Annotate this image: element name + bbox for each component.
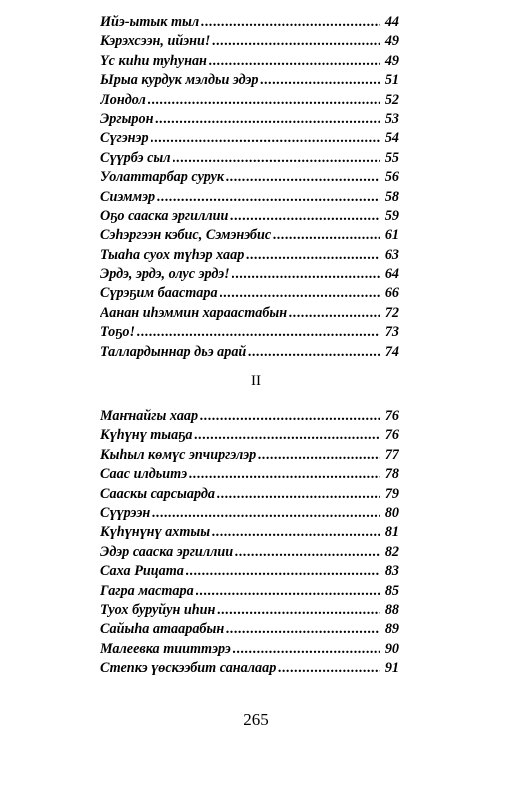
toc-entry-title: Сааскы сарсыарда xyxy=(100,485,216,502)
dot-leader xyxy=(248,343,380,362)
toc-entry xyxy=(100,129,399,148)
page-number: 265 xyxy=(243,710,269,729)
toc-entry xyxy=(100,562,399,581)
toc-entry xyxy=(100,407,399,426)
dot-leader xyxy=(278,659,380,678)
toc-entry-title: Ийэ-ытык тыл xyxy=(100,14,200,30)
toc-entry-title: Аанан иһэммин хараастабын xyxy=(100,304,288,321)
toc-entry xyxy=(100,343,399,362)
toc-entry-page: 52 xyxy=(384,91,399,108)
toc-entry xyxy=(100,523,399,542)
toc-entry xyxy=(100,13,399,32)
dot-leader xyxy=(196,582,380,601)
toc-entry-title: Сүрэҕим баастара xyxy=(100,285,218,302)
toc-entry-title: Күһүнү тыаҕа xyxy=(100,427,193,444)
dot-leader xyxy=(209,52,380,71)
toc-entry-page: 82 xyxy=(384,543,399,560)
toc-entry-title: Тыаһа суох түһэр хаар xyxy=(100,246,245,263)
toc-entry-title: Степкэ үөскээбит саналаар xyxy=(100,660,277,677)
toc-entry-page: 74 xyxy=(384,343,399,360)
toc-entry-title: Саха Рицата xyxy=(100,563,184,580)
dot-leader xyxy=(289,304,380,323)
dot-leader xyxy=(152,504,380,523)
toc-entry-title: Эрдэ, эрдэ, олус эрдэ! xyxy=(100,266,230,283)
toc-entry xyxy=(100,226,399,245)
toc-entry-title: Оҕо сааска эргиллии xyxy=(100,207,229,224)
toc-entry xyxy=(100,52,399,71)
table-of-contents-part-2 xyxy=(100,407,399,678)
toc-entry xyxy=(100,601,399,620)
toc-entry-title: Үс киһи туһунан xyxy=(100,52,207,69)
toc-entry-title: Туох буруйун иһин xyxy=(100,601,216,618)
toc-entry-page: 76 xyxy=(384,408,399,424)
toc-entry xyxy=(100,659,399,678)
toc-entry xyxy=(100,426,399,445)
toc-entry-title: Кыһыл көмүс эпчиргэлэр xyxy=(100,446,257,463)
toc-entry-title: Малеевка тииттэрэ xyxy=(100,640,231,657)
toc-entry-title: Сүүрбэ сыл xyxy=(100,149,171,166)
dot-leader xyxy=(246,246,380,265)
dot-leader xyxy=(220,284,380,303)
dot-leader xyxy=(226,620,380,639)
toc-entry xyxy=(100,246,399,265)
toc-entry-title: Сүгэнэр xyxy=(100,130,149,147)
toc-entry-title: Маҥнайгы хаар xyxy=(100,408,199,424)
dot-leader xyxy=(201,13,380,32)
toc-entry-title: Саас илдьитэ xyxy=(100,466,188,483)
dot-leader xyxy=(212,523,380,542)
dot-leader xyxy=(258,446,380,465)
toc-entry xyxy=(100,465,399,484)
dot-leader xyxy=(226,168,380,187)
dot-leader xyxy=(148,91,380,110)
toc-entry xyxy=(100,91,399,110)
dot-leader xyxy=(151,129,380,148)
toc-entry xyxy=(100,71,399,90)
dot-leader xyxy=(200,407,380,426)
toc-entry-page: 64 xyxy=(384,266,399,283)
dot-leader xyxy=(217,485,380,504)
toc-entry-page: 44 xyxy=(384,14,399,30)
toc-entry xyxy=(100,265,399,284)
toc-entry-title: Уолаттарбар сурук xyxy=(100,169,225,186)
toc-entry-page: 91 xyxy=(384,660,399,677)
toc-entry-page: 49 xyxy=(384,52,399,69)
toc-entry-title: Лондол xyxy=(100,91,146,108)
dot-leader xyxy=(235,543,380,562)
toc-entry-title: Эргырон xyxy=(100,110,154,127)
toc-entry-title: Сайыһа атаарабын xyxy=(100,621,225,638)
toc-entry xyxy=(100,582,399,601)
toc-entry-title: Сүүрээн xyxy=(100,504,151,521)
toc-entry-page: 76 xyxy=(384,427,399,444)
toc-entry-page: 79 xyxy=(384,485,399,502)
toc-entry-page: 49 xyxy=(384,33,399,50)
dot-leader xyxy=(189,465,380,484)
dot-leader xyxy=(173,149,381,168)
toc-entry-title: Эдэр сааска эргиллии xyxy=(100,543,234,560)
toc-entry-page: 63 xyxy=(384,246,399,263)
dot-leader xyxy=(186,562,380,581)
toc-entry-page: 66 xyxy=(384,285,399,302)
toc-entry-page: 88 xyxy=(384,601,399,618)
dot-leader xyxy=(230,207,380,226)
toc-entry xyxy=(100,504,399,523)
toc-entry xyxy=(100,284,399,303)
toc-entry-title: Тоҕо! xyxy=(100,324,136,341)
toc-entry-page: 55 xyxy=(384,149,399,166)
toc-entry xyxy=(100,304,399,323)
toc-entry-page: 85 xyxy=(384,582,399,599)
toc-entry-page: 83 xyxy=(384,563,399,580)
dot-leader xyxy=(157,188,380,207)
toc-entry xyxy=(100,207,399,226)
dot-leader xyxy=(260,71,380,90)
dot-leader xyxy=(137,323,380,342)
toc-entry xyxy=(100,110,399,129)
dot-leader xyxy=(217,601,380,620)
toc-entry-page: 54 xyxy=(384,130,399,147)
toc-entry-page: 90 xyxy=(384,640,399,657)
table-of-contents-part-1 xyxy=(100,13,399,362)
toc-entry-page: 77 xyxy=(384,446,399,463)
toc-entry-page: 53 xyxy=(384,110,399,127)
toc-entry xyxy=(100,446,399,465)
section-heading: II xyxy=(251,373,261,389)
toc-entry-title: Сиэммэр xyxy=(100,188,156,205)
toc-entry-page: 73 xyxy=(384,324,399,341)
toc-entry-page: 56 xyxy=(384,169,399,186)
toc-entry xyxy=(100,188,399,207)
toc-entry xyxy=(100,32,399,51)
toc-entry-page: 72 xyxy=(384,304,399,321)
toc-entry xyxy=(100,485,399,504)
toc-entry-page: 61 xyxy=(384,227,399,244)
toc-entry xyxy=(100,168,399,187)
dot-leader xyxy=(232,265,380,284)
toc-entry xyxy=(100,640,399,659)
toc-entry-page: 81 xyxy=(384,524,399,541)
toc-entry xyxy=(100,149,399,168)
toc-entry-title: Сэһэргээн кэбис, Сэмэнэбис xyxy=(100,227,272,244)
dot-leader xyxy=(273,226,380,245)
toc-entry-title: Таллардыннар дьэ арай xyxy=(100,343,247,360)
dot-leader xyxy=(194,426,380,445)
toc-entry xyxy=(100,620,399,639)
toc-entry-page: 80 xyxy=(384,504,399,521)
toc-entry xyxy=(100,323,399,342)
dot-leader xyxy=(233,640,380,659)
toc-entry-title: Кэрэхсээн, ийэни! xyxy=(100,33,211,50)
toc-entry-title: Күһүнүнү ахтыы xyxy=(100,524,211,541)
toc-entry-page: 51 xyxy=(384,72,399,89)
toc-entry-title: Ырыа курдук мэлдьи эдэр xyxy=(100,72,259,89)
toc-entry-page: 59 xyxy=(384,207,399,224)
toc-entry-page: 78 xyxy=(384,466,399,483)
toc-entry-title: Гагра мастара xyxy=(100,582,194,599)
dot-leader xyxy=(155,110,380,129)
toc-entry-page: 58 xyxy=(384,188,399,205)
toc-entry xyxy=(100,543,399,562)
dot-leader xyxy=(212,32,380,51)
toc-entry-page: 89 xyxy=(384,621,399,638)
